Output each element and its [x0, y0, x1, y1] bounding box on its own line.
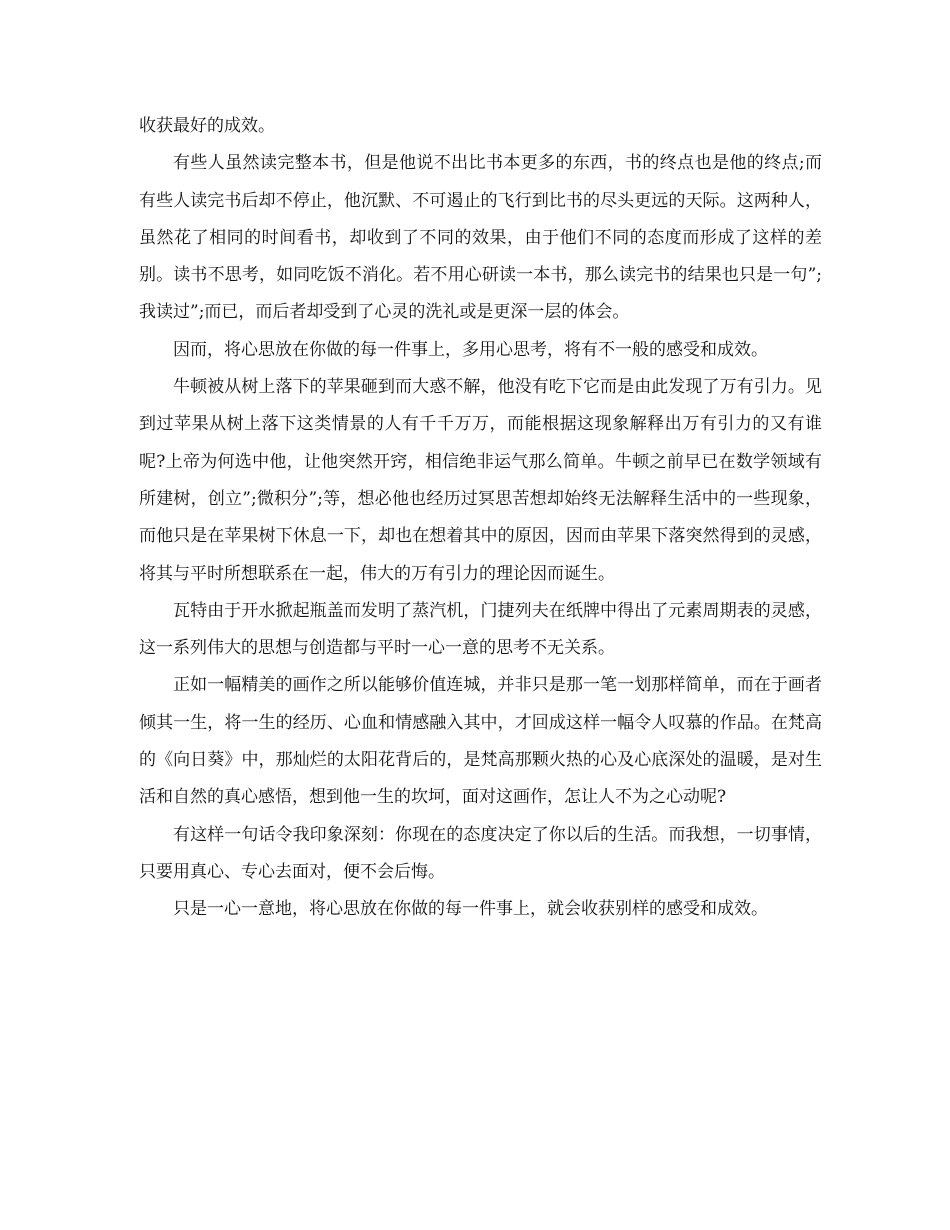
document-body — [139, 108, 822, 929]
paragraph: 因而，将心思放在你做的每一件事上，多用心思考，将有不一般的感受和成效。 — [173, 339, 768, 360]
paragraph: 牛顿被从树上落下的苹果砸到而大惑不解，他没有吃下它而是由此发现了万有引力。见到过苹果从树上落下这类情景的人有千千万万，而能根据这现象解释出万有引力的又有谁呢?上帝为何选中他，让他突然开窍，相信绝非运气那么简单。牛顿之前早已在数学领域有所建树，创立”;微积分”;等，想必他也经历过冥思苦想却始终无法解释生活中的一些现象，而他只是在苹果树下休息一下，却也在想着其中的原因，因而由苹果下落突然得到的灵感，将其与平时所想联系在一起，伟大的万有引力的理论因而诞生。 — [139, 377, 822, 584]
paragraph: 瓦特由于开水掀起瓶盖而发明了蒸汽机，门捷列夫在纸牌中得出了元素周期表的灵感，这一系列伟大的思想与创造都与平时一心一意的思考不无关系。 — [139, 600, 822, 659]
paragraph-continuation: 收获最好的成效。 — [139, 116, 275, 136]
paragraph: 有这样一句话令我印象深刻：你现在的态度决定了你以后的生活。而我想，一切事情，只要用真心、专心去面对，便不会后悔。 — [139, 824, 822, 882]
paragraph: 有些人虽然读完整本书，但是他说不出比书本更多的东西，书的终点也是他的终点;而有些人读完书后却不停止，他沉默、不可遏止的飞行到比书的尽头更远的天际。这两种人，虽然花了相同的时间看书，却收到了不同的效果，由于他们不同的态度而形成了这样的差别。读书不思考，如同吃饭不消化。若不用心研读一本书，那么读完书的结果也只是一句”;我读过”;而已，而后者却受到了心灵的洗礼或是更深一层的体会。 — [139, 153, 822, 323]
paragraph: 正如一幅精美的画作之所以能够价值连城，并非只是那一笔一划那样简单，而在于画者倾其一生，将一生的经历、心血和情感融入其中，才回成这样一幅令人叹慕的作品。在梵高的《向日葵》中，那灿烂的太阳花背后的，是梵高那颗火热的心及心底深处的温暖，是对生活和自然的真心感悟，想到他一生的坎坷，面对这画作，怎让人不为之心动呢? — [139, 675, 822, 808]
paragraph: 只是一心一意地，将心思放在你做的每一件事上，就会收获别样的感受和成效。 — [173, 899, 768, 920]
